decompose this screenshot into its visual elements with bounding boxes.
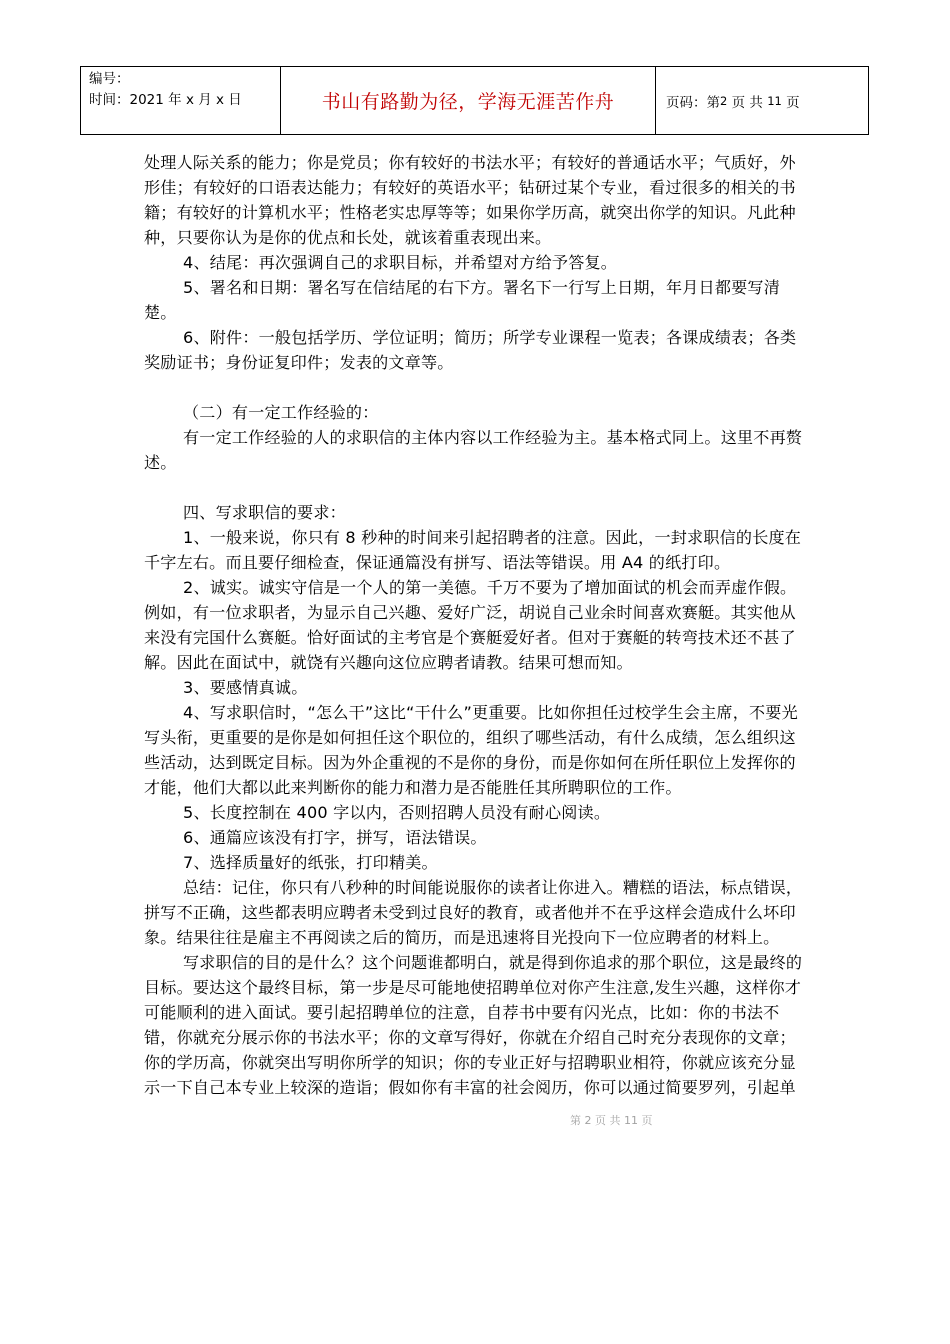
paragraph: 6、附件：一般包括学历、学位证明；简历；所学专业课程一览表；各课成绩表；各类奖励证书；身份证复印件；发表的文章等。 — [144, 328, 797, 372]
paragraph: 4、结尾：再次强调自己的求职目标，并希望对方给予答复。 — [183, 253, 618, 272]
page-watermark: 第 2 页 共 11 页 — [570, 1114, 653, 1127]
paragraph: 4、写求职信时，“怎么干”这比“干什么”更重要。比如你担任过校学生会主席，不要光写头衔，更重要的是你是如何担任这个职位的，组织了哪些活动，有什么成绩，怎么组织这些活动，达到既定目标。因为外企重视的不是你的身份，而是你如何在所任职位上发挥你的才能，他们大都以此来判断你的能力和潜力是否能胜任其所聘职位的工作。 — [144, 703, 798, 797]
serial-number-label: 编号： — [89, 71, 130, 87]
page-prefix: 页码：第 — [666, 94, 720, 111]
page-current: 2 — [720, 93, 728, 108]
document-header — [80, 66, 869, 135]
page-suffix: 页 — [786, 94, 800, 111]
paragraph: 3、要感情真诚。 — [183, 678, 308, 697]
section-heading: （二）有一定工作经验的： — [183, 403, 379, 422]
header-meta — [81, 67, 281, 134]
section-heading: 四、写求职信的要求： — [183, 503, 346, 522]
paragraph: 2、诚实。诚实守信是一个人的第一美德。千万不要为了增加面试的机会而弄虚作假。例如，有一位求职者，为显示自己兴趣、爱好广泛，胡说自己业余时间喜欢赛艇。其实他从来没有完国什么赛艇。恰好面试的主考官是个赛艇爱好者。但对于赛艇的转弯技术还不甚了解。因此在面试中，就饶有兴趣向这位应聘者请教。结果可想而知。 — [144, 578, 797, 672]
paragraph: 写求职信的目的是什么？这个问题谁都明白，就是得到你追求的那个职位，这是最终的目标。要达这个最终目标，第一步是尽可能地使招聘单位对你产生注意,发生兴趣，这样你才可能顺利的进入面试。要引起招聘单位的注意，自荐书中要有闪光点，比如：你的书法不错，你就充分展示你的书法水平；你的文章写得好，你就在介绍自己时充分表现你的文章；你的学历高，你就突出写明你所学的知识；你的专业正好与招聘职业相符，你就应该充分显示一下自己本专业上较深的造诣；假如你有丰富的社会阅历，你可以通过简要罗列，引起单 — [144, 953, 803, 1097]
paragraph: 处理人际关系的能力；你是党员；你有较好的书法水平；有较好的普通话水平；气质好，外形佳；有较好的口语表达能力；有较好的英语水平；钻研过某个专业，看过很多的相关的书籍；有较好的计算机水平；性格老实忠厚等等；如果你学历高，就突出你学的知识。凡此种种，只要你认为是你的优点和长处，就该着重表现出来。 — [144, 153, 796, 247]
page-total: 11 — [767, 93, 782, 108]
paragraph: 1、一般来说，你只有 8 秒种的时间来引起招聘者的注意。因此，一封求职信的长度在千字左右。而且要仔细检查，保证通篇没有拼写、语法等错误。用 A4 的纸打印。 — [144, 528, 802, 572]
paragraph: 6、通篇应该没有打字，拼写，语法错误。 — [183, 828, 487, 847]
document-body — [144, 150, 809, 1100]
header-motto: 书山有路勤为径，学海无涯苦作舟 — [281, 67, 656, 134]
paragraph: 5、署名和日期：署名写在信结尾的右下方。署名下一行写上日期，年月日都要写清楚。 — [144, 278, 781, 322]
date-label: 时间：2021 年 x 月 x 日 — [89, 92, 242, 108]
paragraph: 总结：记住，你只有八秒种的时间能说服你的读者让你进入。糟糕的语法，标点错误，拼写不正确，这些都表明应聘者未受到过良好的教育，或者他并不在乎这样会造成什么坏印象。结果往往是雇主不再阅读之后的简历，而是迅速将目光投向下一位应聘者的材料上。 — [144, 878, 803, 947]
page-indicator — [656, 67, 868, 134]
page-middle: 页 共 — [731, 94, 763, 111]
paragraph: 7、选择质量好的纸张，打印精美。 — [183, 853, 438, 872]
paragraph: 有一定工作经验的人的求职信的主体内容以工作经验为主。基本格式同上。这里不再赘述。 — [144, 428, 803, 472]
paragraph: 5、长度控制在 400 字以内，否则招聘人员没有耐心阅读。 — [183, 803, 611, 822]
